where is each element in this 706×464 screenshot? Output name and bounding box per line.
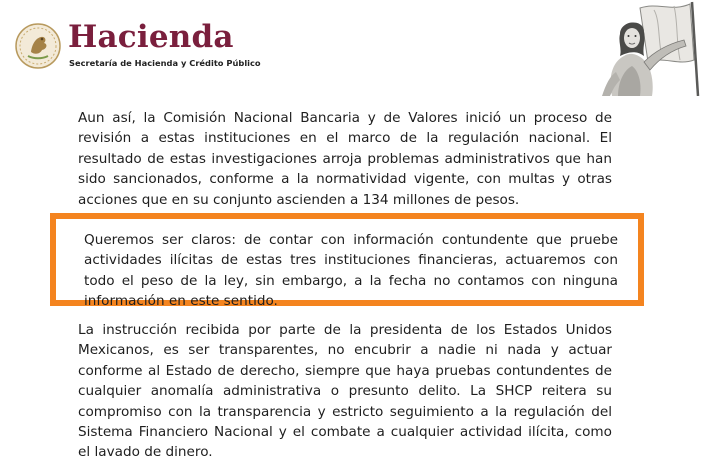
highlight-box [50, 213, 644, 310]
brand-subtitle: Secretaría de Hacienda y Crédito Público [69, 58, 261, 68]
paragraph-3: La instrucción recibida por parte de la presidenta de los Estados Unidos Mexicanos, es ser transparentes, no encubrir a nadie ni nada y actuar conforme al Estado de derecho, siempre que haya pruebas contundentes de cualquier anomalía administrativa o presunto delito. La SHCP reitera su compromiso con la transparencia y estricto seguimiento a la regulación del Sistema Financiero Nacional y el combate a cualquier actividad ilícita, como el lavado de dinero. [78, 322, 612, 461]
paragraph-2-highlighted: Queremos ser claros: de contar con información contundente que pruebe actividades ilícitas de estas tres instituciones financieras, actuaremos con todo el peso de la ley, sin embargo, a la fecha no contamos con ninguna información en este sentido. [84, 232, 618, 310]
document-header [0, 0, 706, 100]
mexican-coat-of-arms-icon [14, 22, 62, 70]
heroine-with-flag-illustration [588, 0, 706, 96]
brand-title: Hacienda [68, 19, 234, 55]
paragraph-1: Aun así, la Comisión Nacional Bancaria y de Valores inició un proceso de revisión a estas instituciones en el marco de la regulación nacional. El resultado de estas investigaciones arroja problemas administrativos que han sido sancionados, conforme a la normatividad vigente, con multas y otras acciones que en su conjunto ascienden a 134 millones de pesos. [78, 110, 612, 208]
